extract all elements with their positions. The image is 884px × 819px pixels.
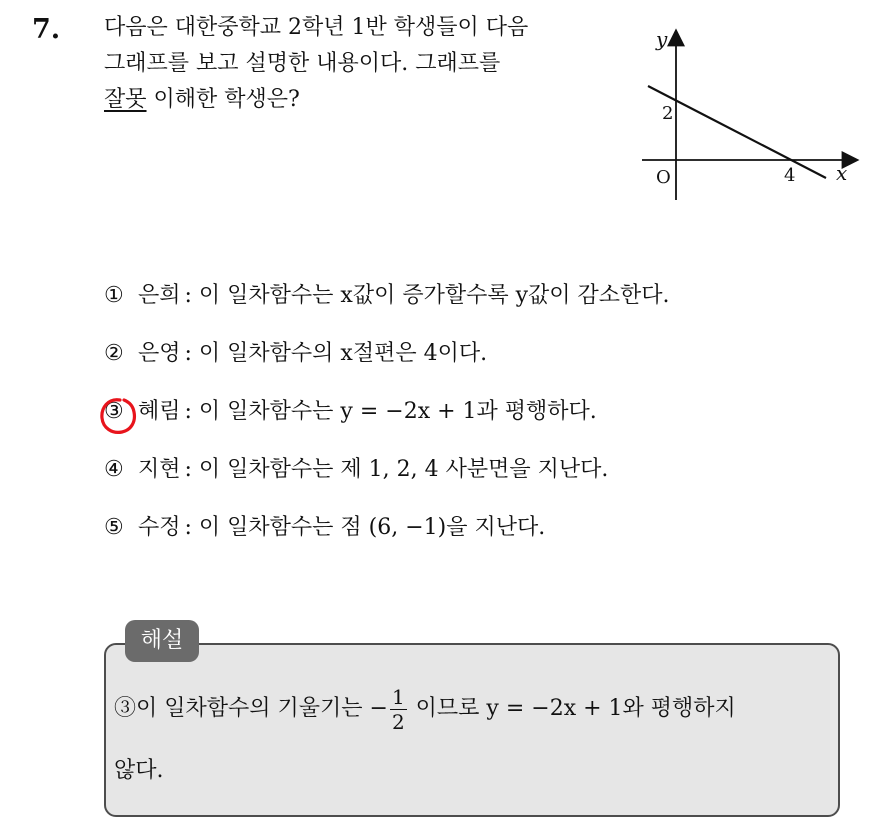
student-name: 은영 xyxy=(138,341,181,366)
solution-line-1 xyxy=(114,674,830,744)
function-line xyxy=(648,86,826,178)
choice-2[interactable] xyxy=(104,334,864,392)
student-name: 수정 xyxy=(138,515,181,540)
stem-line-3 xyxy=(104,82,624,118)
solution-line-2: 않다. xyxy=(114,758,164,783)
stem-line-2: 그래프를 보고 설명한 내용이다. 그래프를 xyxy=(104,51,501,76)
student-name: 지현 xyxy=(138,457,181,482)
y-intercept-label: 2 xyxy=(662,103,674,124)
choice-text: : 이 일차함수는 점 (6, −1)을 지난다. xyxy=(184,515,546,540)
question-stem xyxy=(104,10,624,118)
student-name: 혜림 xyxy=(138,399,181,424)
solution-text xyxy=(114,674,830,806)
choice-number: ④ xyxy=(104,457,124,482)
answer-choices xyxy=(104,276,864,566)
x-axis-label: x xyxy=(836,161,848,185)
choice-number: ① xyxy=(104,283,124,308)
function-graph xyxy=(630,20,870,210)
solution-fraction xyxy=(390,685,407,734)
choice-number: ⑤ xyxy=(104,515,124,540)
x-intercept-label: 4 xyxy=(784,165,796,186)
solution-text-after: 이므로 y = −2x + 1와 평행하지 xyxy=(408,696,736,721)
solution-tag: 해설 xyxy=(125,620,199,662)
stem-underlined-word: 잘못 xyxy=(104,87,147,112)
choice-text: : 이 일차함수는 x값이 증가할수록 y값이 감소한다. xyxy=(184,283,670,308)
y-axis-label: y xyxy=(656,27,668,51)
fraction-denominator: 2 xyxy=(391,709,405,734)
origin-label: O xyxy=(656,167,671,188)
choice-number: ② xyxy=(104,341,124,366)
stem-line-1: 다음은 대한중학교 2학년 1반 학생들이 다음 xyxy=(104,15,529,40)
student-name: 은희 xyxy=(138,283,181,308)
question-number: 7. xyxy=(32,14,61,45)
choice-text: : 이 일차함수는 y = −2x + 1과 평행하다. xyxy=(184,399,597,424)
stem-line-3-rest: 이해한 학생은? xyxy=(146,87,300,112)
choice-3[interactable] xyxy=(104,392,864,450)
choice-text: : 이 일차함수의 x절편은 4이다. xyxy=(184,341,488,366)
fraction-numerator: 1 xyxy=(391,684,405,709)
choice-text: : 이 일차함수는 제 1, 2, 4 사분면을 지난다. xyxy=(184,457,609,482)
choice-number: ③ xyxy=(104,399,124,424)
solution-text-before: ③이 일차함수의 기울기는 − xyxy=(114,696,388,721)
choice-1[interactable] xyxy=(104,276,864,334)
choice-4[interactable] xyxy=(104,450,864,508)
choice-5[interactable] xyxy=(104,508,864,566)
